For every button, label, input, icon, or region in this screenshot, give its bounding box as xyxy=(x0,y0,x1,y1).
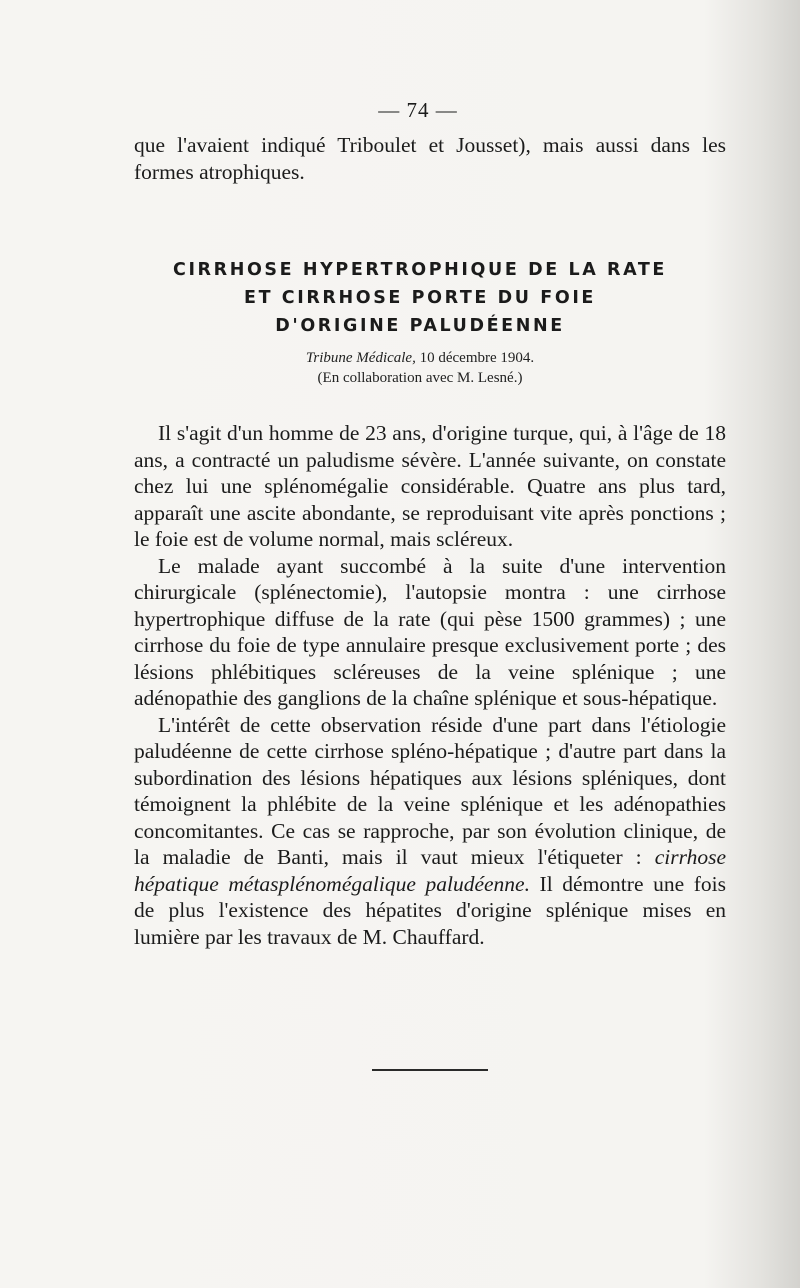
collaboration-note: (En collaboration avec M. Lesné.) xyxy=(317,370,523,386)
paragraph-3 xyxy=(134,712,726,951)
journal-name: Tribune Médicale, xyxy=(305,350,416,366)
article-body xyxy=(134,420,726,950)
article-title xyxy=(160,256,680,340)
title-line-1: CIRRHOSE HYPERTROPHIQUE DE LA RATE xyxy=(173,260,667,280)
page-number: — 74 — xyxy=(378,98,458,122)
paragraph-1: Il s'agit d'un homme de 23 ans, d'origine turque, qui, à l'âge de 18 ans, a contracté un paludisme sévère. L'année suivante, on constate chez lui une splénomégalie considérable. Quatre ans plus tard, apparaît une ascite abondante, se reproduisant vite après ponctions ; le foie est de volume normal, mais scléreux. xyxy=(134,421,726,551)
title-line-2: ET CIRRHOSE PORTE DU FOIE xyxy=(244,288,596,308)
paragraph-2: Le malade ayant succombé à la suite d'une intervention chirurgicale (splénectomie), l'autopsie montra : une cirrhose hypertrophique diffuse de la rate (qui pèse 1500 grammes) ; une cirrhose du foie de type annulaire presque exclusivement porte ; des lésions phlébitiques scléreuses de la veine splénique ; une adénopathie des ganglions de la chaîne splénique et sous-hépatique. xyxy=(134,553,726,710)
intro-text: que l'avaient indiqué Triboulet et Jousset), mais aussi dans les formes atrophiques. xyxy=(134,133,726,184)
source-citation xyxy=(220,348,620,388)
paragraph-3-end: Il démontre une fois de plus l'existence des hépatites d'origine splénique mises en lumière par les travaux de M. Chauffard. xyxy=(134,871,726,949)
diagnosis-term: cirrhose hépatique métasplénomégalique paludéenne. xyxy=(134,845,726,896)
publication-date: 10 décembre 1904. xyxy=(419,350,535,366)
intro-paragraph xyxy=(134,132,726,185)
section-divider xyxy=(372,1069,488,1071)
paragraph-3-start: L'intérêt de cette observation réside d'une part dans l'étiologie paludéenne de cette cirrhose spléno-hépatique ; d'autre part dans la subordination des lésions hépatiques aux lésions spléniques, dont témoignent la phlébite de la veine splénique et les adénopathies concomitantes. Ce cas se rapproche, par son évolution clinique, de la maladie de Banti, mais il vaut mieux l'étiqueter : xyxy=(134,712,726,869)
title-line-3: D'ORIGINE PALUDÉENNE xyxy=(275,316,565,336)
citation-line xyxy=(220,348,620,368)
